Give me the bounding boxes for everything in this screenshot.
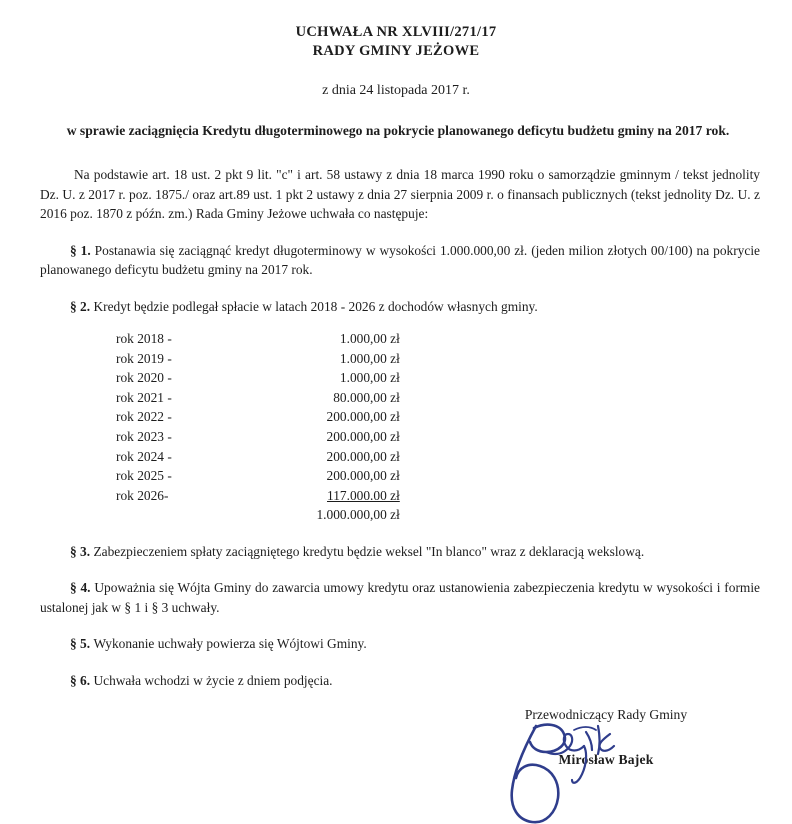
section-3: [40, 542, 760, 562]
section-2-text: Kredyt będzie podlegał spłacie w latach 2018 - 2026 z dochodów własnych gminy.: [93, 298, 538, 314]
table-row-total: [40, 505, 400, 525]
section-6-text: Uchwała wchodzi w życie z dniem podjęcia.: [93, 672, 333, 688]
schedule-total-spacer: [40, 505, 172, 525]
schedule-amount: 80.000,00 zł: [333, 389, 400, 405]
schedule-year: rok 2020 -: [116, 370, 172, 386]
table-row: [40, 427, 400, 447]
document-body: [0, 165, 792, 690]
section-2: [40, 297, 760, 317]
signature-block: [456, 706, 756, 768]
section-1: [40, 241, 760, 280]
schedule-year: rok 2025 -: [116, 468, 172, 484]
section-5-text: Wykonanie uchwały powierza się Wójtowi Gminy.: [93, 636, 367, 652]
schedule-amount: 1.000,00 zł: [339, 370, 400, 386]
table-row: [40, 447, 400, 467]
section-2-mark: § 2.: [70, 298, 91, 314]
legal-basis-paragraph: Na podstawie art. 18 ust. 2 pkt 9 lit. "c" i art. 58 ustawy z dnia 18 marca 1990 roku o samorządzie gminnym / tekst jednolity Dz. U. z 2017 r. poz. 1875./ oraz art.89 ust. 1 pkt 2 ustawy z dnia 27 sierpnia 2009 r. o finansach publicznych (tekst jednolity Dz. U. z 2016 poz. 1870 z późn. zm.) Rada Gminy Jeżowe uchwała co następuje:: [40, 167, 760, 221]
table-row: [40, 407, 400, 427]
schedule-amount: 1.000,00 zł: [339, 350, 400, 366]
section-4-text: Upoważnia się Wójta Gminy do zawarcia umowy kredytu oraz ustanowienia zabezpieczenia kredytu w wysokości i formie ustalonej jak w § 1 i § 3 uchwały.: [40, 580, 760, 615]
section-3-text: Zabezpieczeniem spłaty zaciągniętego kredytu będzie weksel "In blanco" wraz z deklaracją wekslową.: [93, 543, 645, 559]
signatory-name: Mirosław Bajek: [558, 752, 654, 767]
section-3-mark: § 3.: [70, 543, 91, 559]
document-date: z dnia 24 listopada 2017 r.: [322, 83, 470, 98]
table-row: [40, 349, 400, 369]
repayment-schedule-body: [40, 329, 400, 525]
schedule-year: rok 2023 -: [116, 428, 172, 444]
schedule-year: rok 2018 -: [116, 331, 172, 346]
section-5: [40, 634, 760, 654]
schedule-amount: 1.000,00 zł: [339, 331, 400, 346]
section-1-text: Postanawia się zaciągnąć kredyt długoterminowy w wysokości 1.000.000,00 zł. (jeden milion złotych 00/100) na pokrycie planowanego deficytu budżetu gminy na 2017 rok.: [40, 242, 760, 277]
schedule-amount: 200.000,00 zł: [326, 448, 400, 464]
section-6-mark: § 6.: [70, 672, 91, 688]
table-row: [40, 486, 400, 506]
table-row: [40, 368, 400, 388]
section-5-mark: § 5.: [70, 636, 91, 652]
page-title-line-2: RADY GMINY JEŻOWE: [312, 43, 480, 59]
schedule-year: rok 2019 -: [116, 350, 172, 366]
schedule-year: rok 2024 -: [116, 448, 172, 464]
document-subject: w sprawie zaciągnięcia Kredytu długoterminowego na pokrycie planowanego deficytu budżetu gminy na 2017 rok.: [66, 123, 730, 138]
section-1-mark: § 1.: [70, 242, 91, 258]
section-6: [40, 671, 760, 691]
repayment-schedule-table: [40, 329, 400, 525]
signatory-role: Przewodniczący Rady Gminy: [524, 707, 688, 722]
schedule-year: rok 2026-: [116, 487, 169, 503]
schedule-amount-final: 117.000.00 zł: [327, 487, 400, 503]
schedule-amount: 200.000,00 zł: [326, 409, 400, 425]
schedule-year: rok 2021 -: [116, 389, 172, 405]
section-4: [40, 578, 760, 617]
table-row: [40, 388, 400, 408]
schedule-total-amount: 1.000.000,00 zł: [316, 507, 400, 523]
table-row: [40, 329, 400, 349]
table-row: [40, 466, 400, 486]
schedule-amount: 200.000,00 zł: [326, 468, 400, 484]
section-4-mark: § 4.: [70, 580, 91, 596]
schedule-amount: 200.000,00 zł: [326, 428, 400, 444]
schedule-year: rok 2022 -: [116, 409, 172, 425]
page-title-line-1: UCHWAŁA NR XLVIII/271/17: [295, 24, 497, 40]
